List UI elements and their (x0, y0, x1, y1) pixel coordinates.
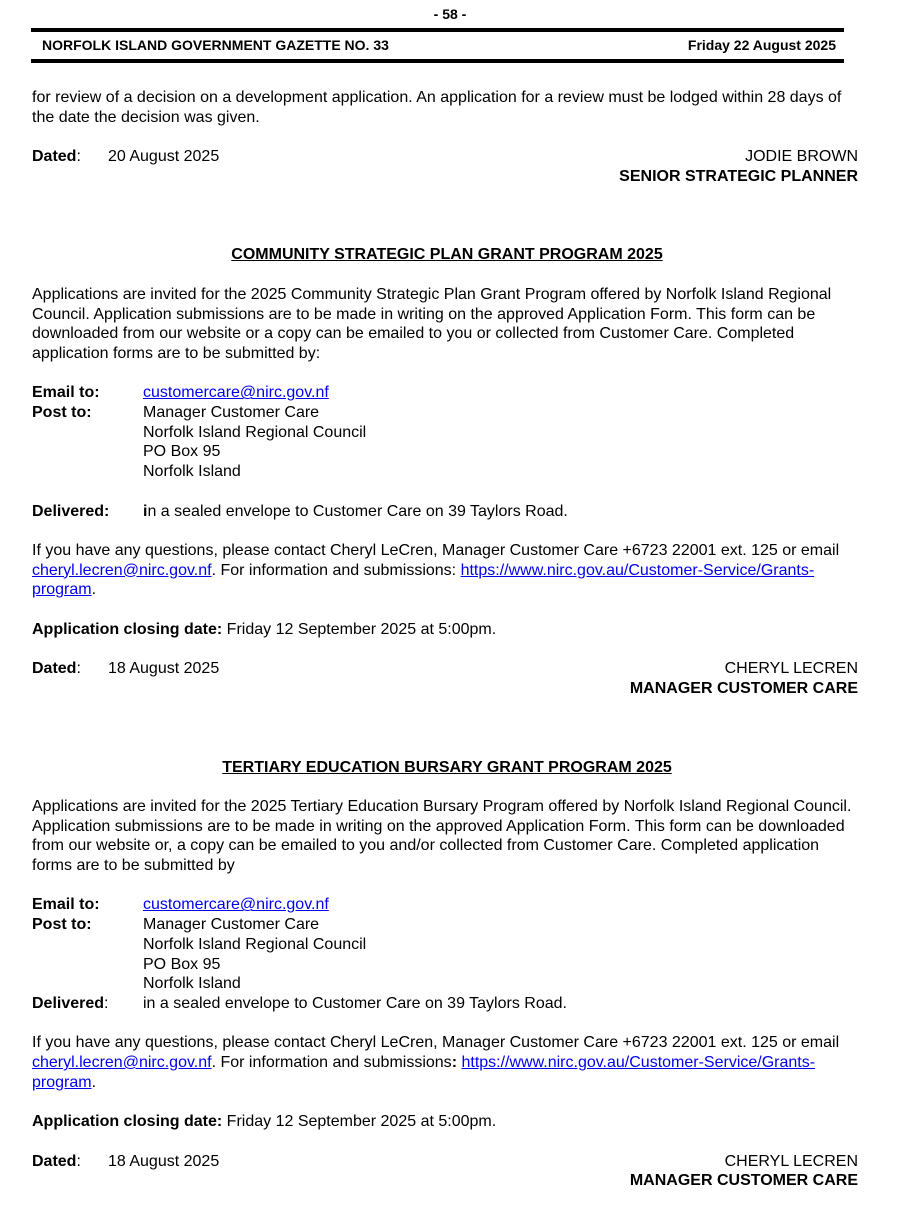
post-line: Norfolk Island (143, 463, 241, 481)
tebg-contact-paragraph: If you have any questions, please contact Cheryl LeCren, Manager Customer Care +6723 22001 ext. 125 or email cheryl.lecren@nirc.gov.nf. For information and submissions: https://www.nirc.gov.au/Customer-Service/Grants-program. (32, 1034, 840, 1091)
post-line: PO Box 95 (143, 955, 221, 973)
post-label: Post to: (32, 916, 92, 934)
post-line: Norfolk Island Regional Council (143, 423, 367, 441)
gazette-title: NORFOLK ISLAND GOVERNMENT GAZETTE NO. 33 (42, 37, 389, 53)
post-line: PO Box 95 (143, 443, 221, 461)
signatory-title: MANAGER CUSTOMER CARE (629, 1172, 858, 1190)
gazette-date: Friday 22 August 2025 (687, 37, 836, 53)
tebg-dated-row (32, 1152, 862, 1172)
tebg-intro: Applications are invited for the 2025 Tertiary Education Bursary Program offered by Norfolk Island Regional Council. Application submissions are to be made in writing on the approved Application Form. This form can be downloaded from our website or, a copy can be emailed to you and/or collected from Customer Care. Completed application forms are to be submitted by (32, 797, 852, 875)
signatory-name: CHERYL LECREN (724, 660, 858, 678)
header-top-rule (31, 28, 844, 32)
delivered-text: in a sealed envelope to Customer Care on 39 Taylors Road. (143, 502, 568, 520)
grants-program-link[interactable]: https://www.nirc.gov.au/Customer-Service/Grants-program (32, 1054, 816, 1091)
email-label: Email to: (32, 896, 100, 914)
contact-email-link[interactable]: cheryl.lecren@nirc.gov.nf (32, 561, 212, 579)
csp-contact-paragraph: If you have any questions, please contact Cheryl LeCren, Manager Customer Care +6723 22001 ext. 125 or email cheryl.lecren@nirc.gov.nf. For information and submissions: https://www.nirc.gov.au/Customer-Service/Grants-program. (32, 541, 840, 599)
dated-label: Dated: (32, 1152, 81, 1170)
prev-notice-body: for review of a decision on a development application. An application for a review must be lodged within 28 days of the date the decision was given. (32, 89, 842, 126)
csp-closing-date: Application closing date: Friday 12 September 2025 at 5:00pm. (32, 620, 497, 638)
header-bottom-rule (31, 59, 844, 63)
dated-value: 18 August 2025 (108, 1152, 220, 1170)
tebg-closing-date: Application closing date: Friday 12 September 2025 at 5:00pm. (32, 1113, 497, 1131)
grants-program-link[interactable]: https://www.nirc.gov.au/Customer-Service/Grants-program (32, 561, 815, 599)
tebg-email-link[interactable]: customercare@nirc.gov.nf (143, 896, 329, 914)
csp-section-title: COMMUNITY STRATEGIC PLAN GRANT PROGRAM 2025 (231, 246, 663, 264)
signatory-name: JODIE BROWN (745, 148, 858, 166)
dated-label: Dated: (32, 660, 81, 678)
email-label: Email to: (32, 384, 100, 402)
prev-notice-dated-row (32, 147, 862, 167)
tebg-section-title: TERTIARY EDUCATION BURSARY GRANT PROGRAM 2025 (222, 758, 672, 776)
delivered-label: Delivered: (32, 994, 109, 1012)
csp-delivered-row (32, 502, 862, 522)
page-content (32, 88, 862, 1191)
signatory-title: SENIOR STRATEGIC PLANNER (619, 167, 858, 185)
contact-email-link[interactable]: cheryl.lecren@nirc.gov.nf (32, 1054, 212, 1072)
csp-email-link[interactable]: customercare@nirc.gov.nf (143, 384, 329, 402)
csp-intro: Applications are invited for the 2025 Community Strategic Plan Grant Program offered by Norfolk Island Regional Council. Application submissions are to be made in writing on the approved Application Form. This form can be downloaded from our website or a copy can be emailed to you or collected from Customer Care. Completed application forms are to be submitted by: (32, 285, 832, 362)
signatory-title: MANAGER CUSTOMER CARE (629, 679, 858, 697)
delivered-label: Delivered: (32, 502, 110, 520)
page-number: - 58 - (433, 6, 467, 22)
csp-address-block (32, 383, 862, 482)
dated-label: Dated: (32, 148, 81, 166)
dated-value: 20 August 2025 (108, 148, 220, 166)
delivered-text: in a sealed envelope to Customer Care on 39 Taylors Road. (143, 994, 567, 1012)
post-line: Manager Customer Care (143, 404, 320, 422)
csp-dated-row (32, 659, 862, 679)
tebg-address-block (32, 895, 862, 1013)
dated-value: 18 August 2025 (108, 660, 220, 678)
post-line: Norfolk Island (143, 975, 241, 993)
signatory-name: CHERYL LECREN (724, 1152, 858, 1170)
post-line: Norfolk Island Regional Council (143, 935, 367, 953)
post-label: Post to: (32, 404, 92, 422)
post-line: Manager Customer Care (143, 916, 320, 934)
